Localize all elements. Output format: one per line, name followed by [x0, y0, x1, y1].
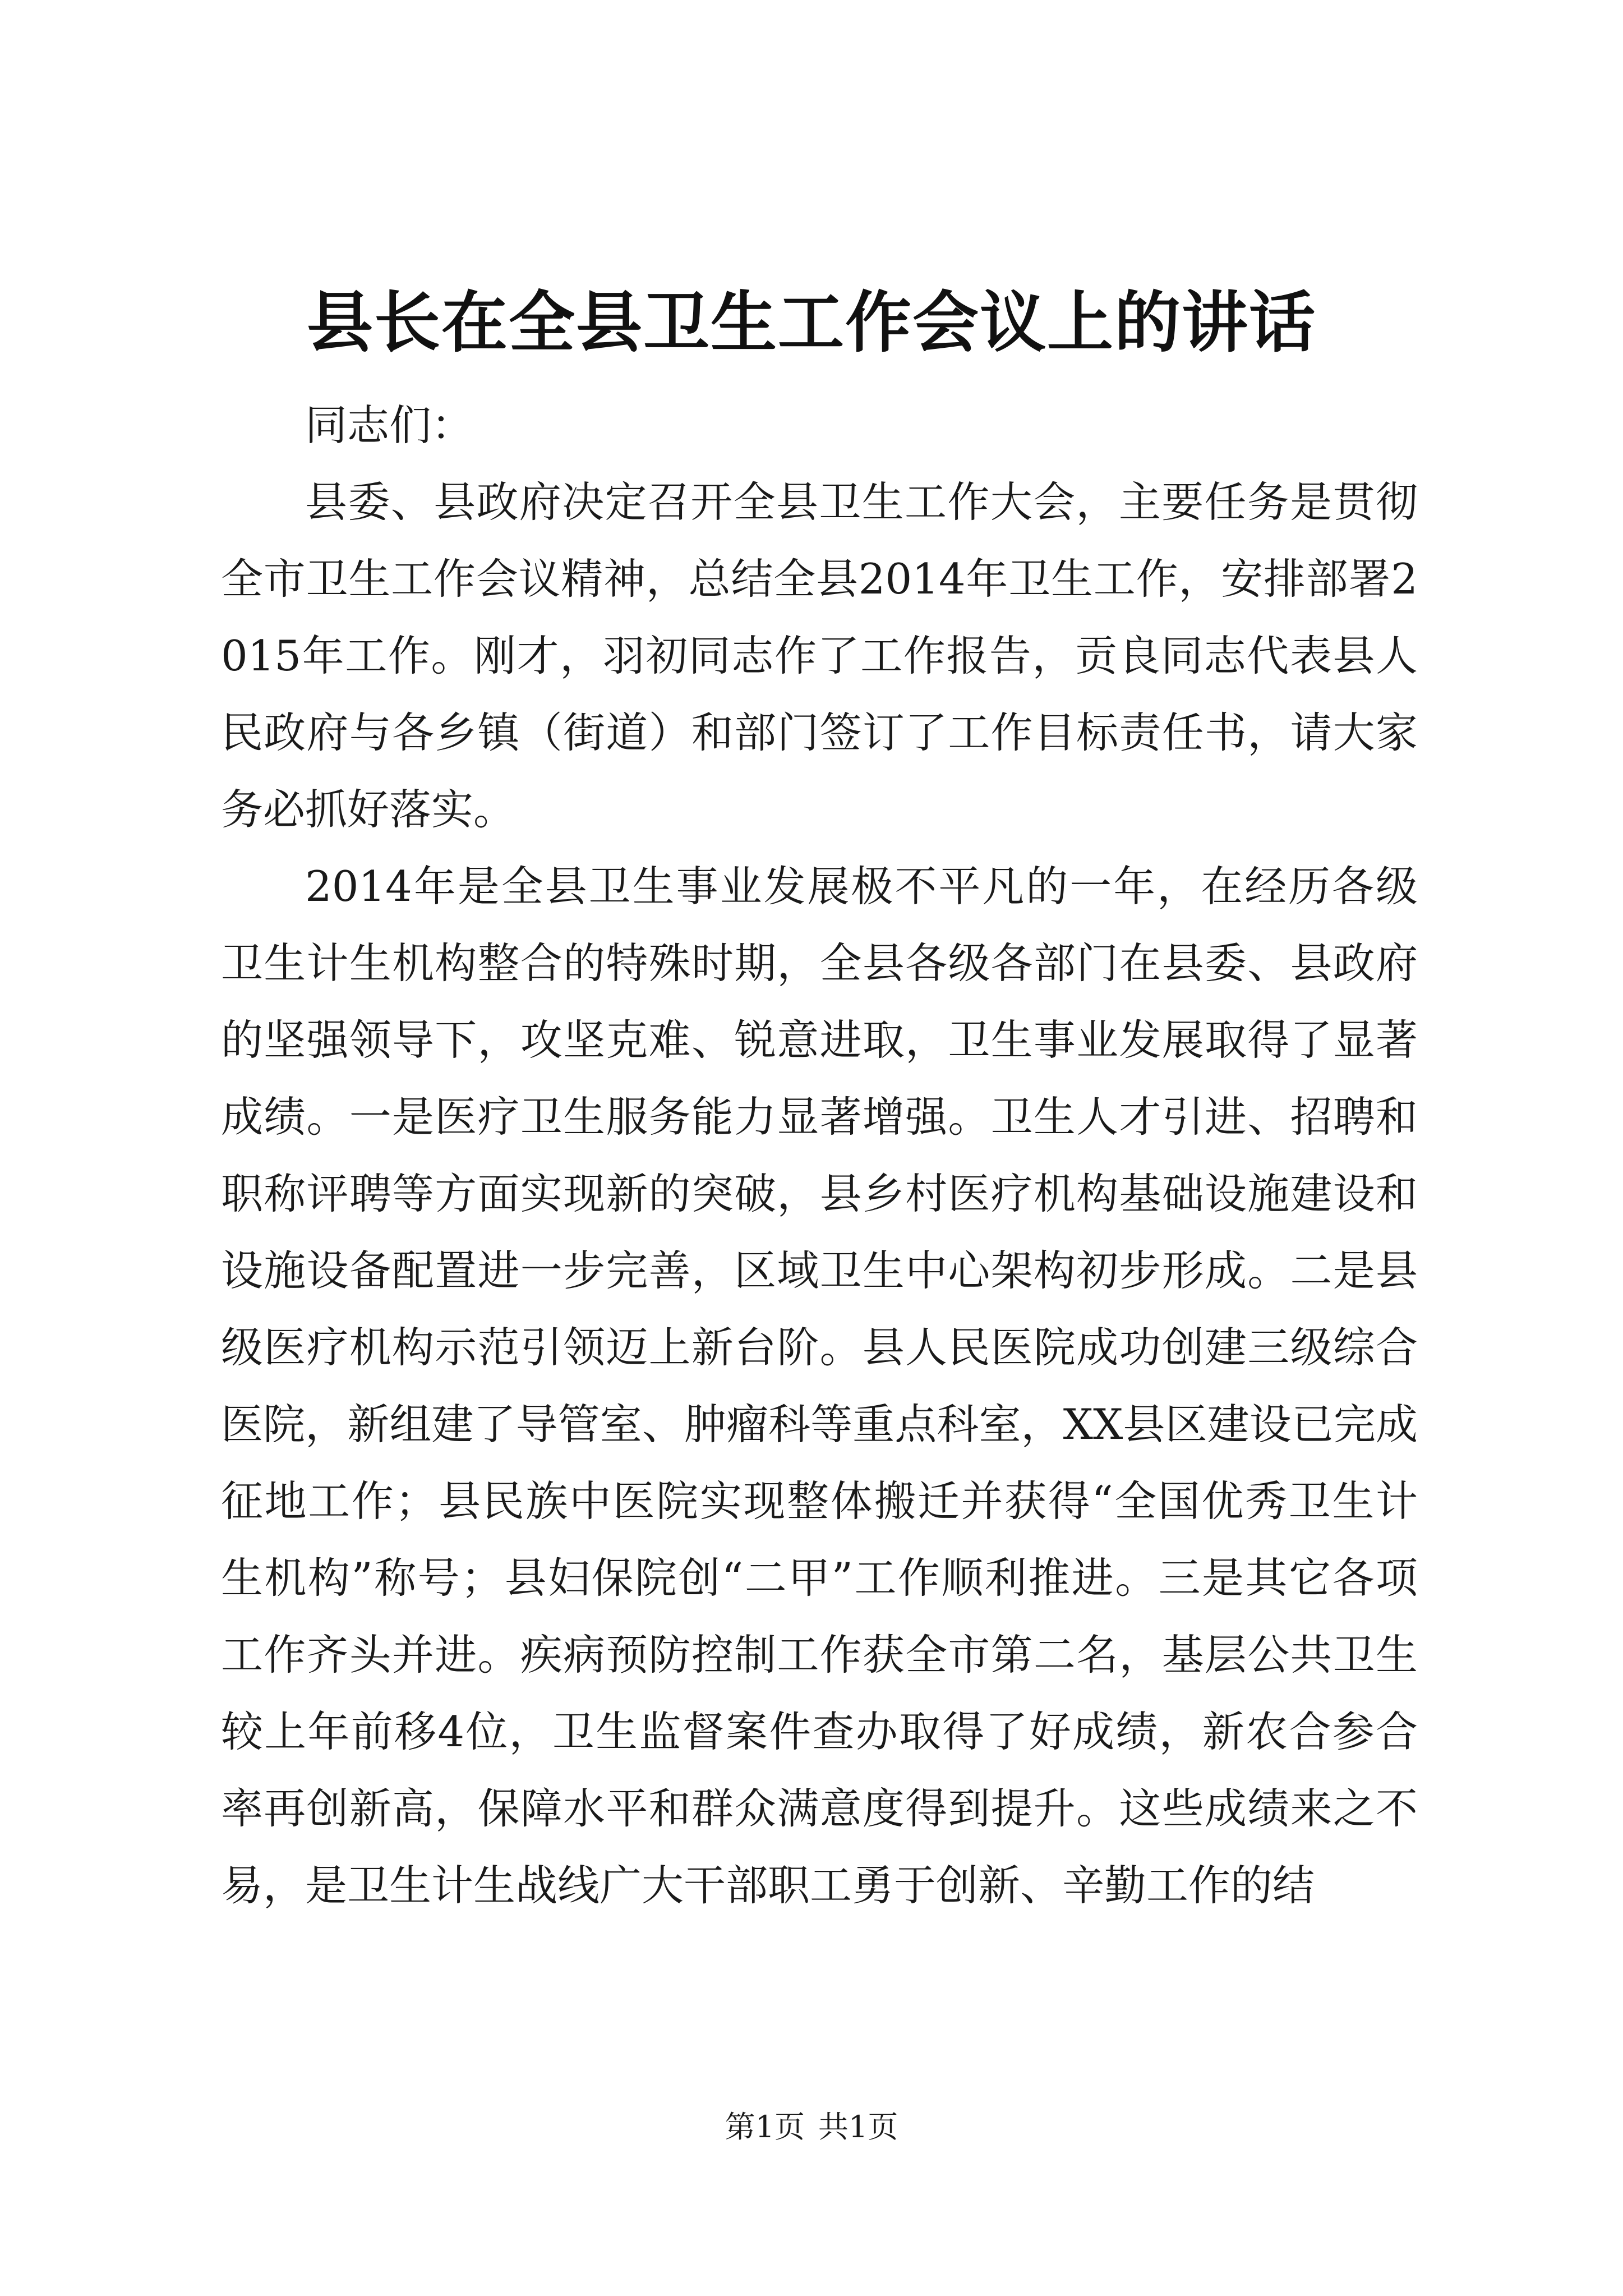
paragraph-achievements: 2014年是全县卫生事业发展极不平凡的一年，在经历各级卫生计生机构整合的特殊时期，全县各级各部门在县委、县政府的坚强领导下，攻坚克难、锐意进取，卫生事业发展取得了显著成绩。一是医疗卫生服务能力显著增强。卫生人才引进、招聘和职称评聘等方面实现新的突破，县乡村医疗机构基础设施建设和设施设备配置进一步完善，区域卫生中心架构初步形成。二是县级医疗机构示范引领迈上新台阶。县人民医院成功创建三级综合医院，新组建了导管室、肿瘤科等重点科室，XX县区建设已完成征地工作；县民族中医院实现整体搬迁并获得“全国优秀卫生计生机构”称号；县妇保院创“二甲”工作顺利推进。三是其它各项工作齐头并进。疾病预防控制工作获全市第二名，基层公共卫生较上年前移4位，卫生监督案件查办取得了好成绩，新农合参合率再创新高，保障水平和群众满意度得到提升。这些成绩来之不易，是卫生计生战线广大干部职工勇于创新、辛勤工作的结	[221, 862, 1418, 1910]
document-title: 县长在全县卫生工作会议上的讲话	[306, 283, 1316, 361]
page-number-current: 第1页	[725, 2109, 805, 2145]
page-number-total: 共1页	[818, 2109, 898, 2145]
paragraph-intro: 县委、县政府决定召开全县卫生工作大会，主要任务是贯彻全市卫生工作会议精神，总结全县2014年卫生工作，安排部署2015年工作。刚才，羽初同志作了工作报告，贡良同志代表县人民政府与各乡镇（街道）和部门签订了工作目标责任书，请大家务必抓好落实。	[221, 477, 1418, 834]
salutation: 同志们：	[305, 401, 474, 450]
page-footer	[0, 2108, 1623, 2147]
document-body	[221, 387, 1418, 1924]
